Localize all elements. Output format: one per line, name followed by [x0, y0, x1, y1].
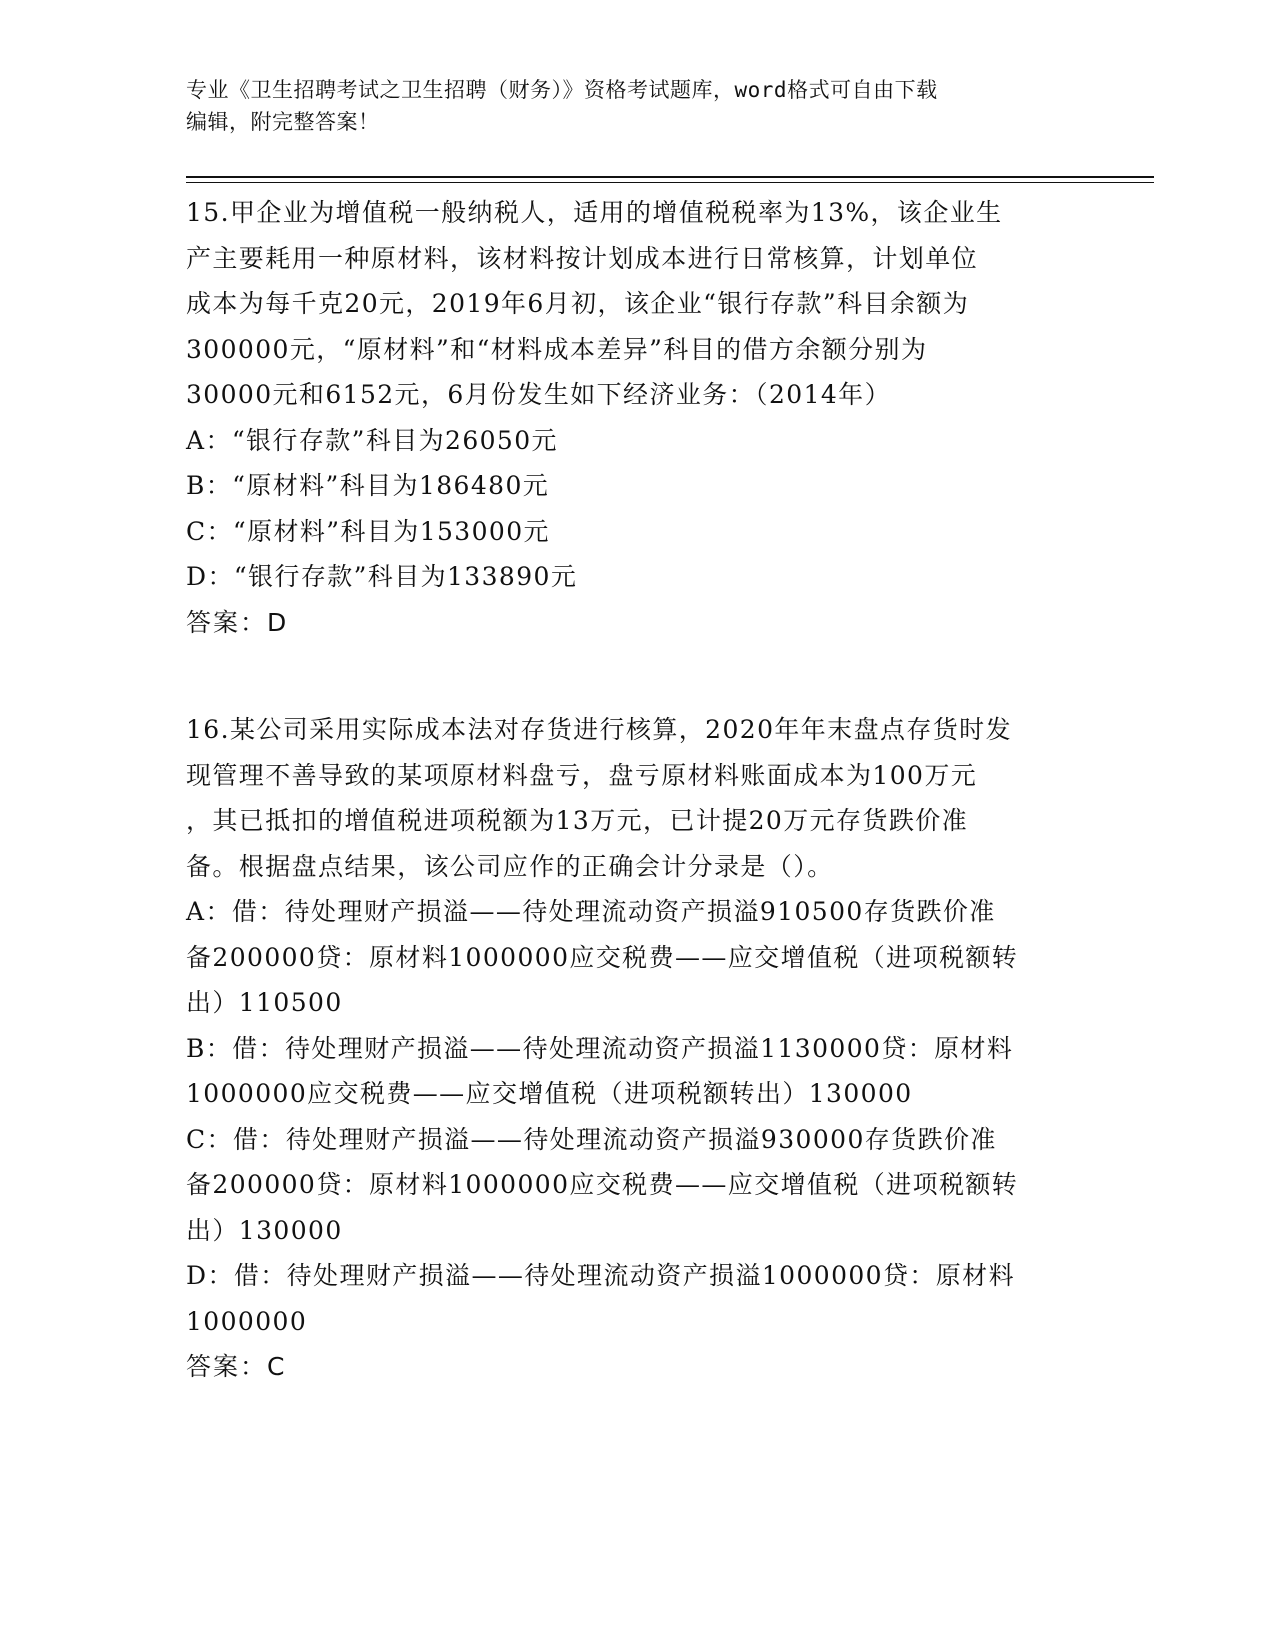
option-b: B：“原材料”科目为186480元	[186, 471, 550, 500]
option-line: D：借：待处理财产损溢——待处理流动资产损溢1000000贷：原材料	[186, 1261, 1015, 1290]
header-divider-thin	[186, 182, 1154, 183]
option-line: 出）130000	[186, 1215, 343, 1245]
option-b	[186, 1026, 1086, 1117]
stem-line: 产主要耗用一种原材料，该材料按计划成本进行日常核算，计划单位	[186, 243, 979, 273]
document-header	[186, 74, 1086, 138]
answer: 答案：D	[186, 607, 289, 637]
header-line-1: 专业《卫生招聘考试之卫生招聘（财务）》资格考试题库，word格式可自由下载	[186, 78, 938, 102]
stem-line: 300000元，“原材料”和“材料成本差异”科目的借方余额分别为	[186, 334, 928, 364]
option-a	[186, 889, 1086, 1026]
option-a: A：“银行存款”科目为26050元	[186, 425, 558, 455]
stem-line: 成本为每千克20元，2019年6月初，该企业“银行存款”科目余额为	[186, 289, 970, 318]
option-line: C：借：待处理财产损溢——待处理流动资产损溢930000存货跌价准	[186, 1124, 997, 1154]
question-stem	[186, 190, 1086, 418]
stem-line: ，其已抵扣的增值税进项税额为13万元，已计提20万元存货跌价准	[186, 806, 969, 835]
option-d: D：“银行存款”科目为133890元	[186, 562, 578, 591]
stem-line: 备。根据盘点结果，该公司应作的正确会计分录是（）。	[186, 851, 834, 881]
stem-line: 现管理不善导致的某项原材料盘亏，盘亏原材料账面成本为100万元	[186, 760, 978, 790]
option-line: 备200000贷：原材料1000000应交税费——应交增值税（进项税额转	[186, 1170, 1019, 1199]
option-c: C：“原材料”科目为153000元	[186, 516, 550, 546]
question-16	[186, 707, 1086, 1390]
answer: 答案：C	[186, 1352, 287, 1381]
option-c	[186, 1117, 1086, 1254]
stem-line: 15.甲企业为增值税一般纳税人，适用的增值税税率为13%，该企业生	[186, 198, 1003, 227]
option-line: A：借：待处理财产损溢——待处理流动资产损溢910500存货跌价准	[186, 897, 996, 926]
option-line: 1000000	[186, 1306, 308, 1336]
question-15	[186, 190, 1086, 645]
question-list	[186, 190, 1086, 1390]
header-divider-thick	[186, 176, 1154, 178]
question-spacer	[186, 645, 1086, 707]
header-line-2: 编辑，附完整答案！	[186, 110, 380, 134]
option-line: 备200000贷：原材料1000000应交税费——应交增值税（进项税额转	[186, 942, 1019, 972]
question-stem	[186, 707, 1086, 889]
option-line: 出）110500	[186, 988, 343, 1017]
option-d	[186, 1253, 1086, 1344]
option-line: 1000000应交税费——应交增值税（进项税额转出）130000	[186, 1079, 913, 1108]
option-line: B：借：待处理财产损溢——待处理流动资产损溢1130000贷：原材料	[186, 1033, 1014, 1063]
stem-line: 16.某公司采用实际成本法对存货进行核算，2020年年末盘点存货时发	[186, 715, 1012, 744]
stem-line: 30000元和6152元，6月份发生如下经济业务：（2014年）	[186, 380, 891, 409]
